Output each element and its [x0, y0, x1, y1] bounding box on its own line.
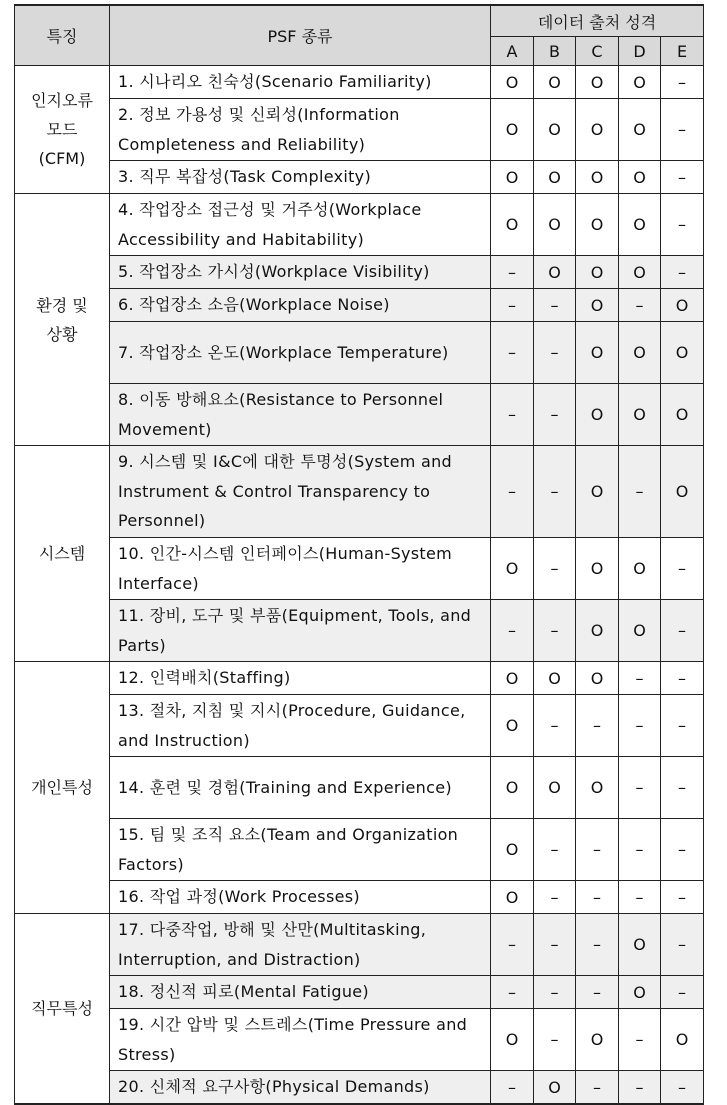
source-mark-d: O — [619, 384, 661, 446]
source-mark-d: O — [619, 322, 661, 384]
source-mark-e: – — [661, 819, 704, 881]
source-mark-e: – — [661, 256, 704, 289]
source-mark-b: – — [534, 289, 576, 322]
source-mark-e: – — [661, 976, 704, 1009]
table-row — [15, 256, 704, 289]
source-mark-a: – — [491, 1071, 534, 1105]
source-mark-e: – — [661, 662, 704, 695]
table-row — [15, 194, 704, 256]
source-mark-c: O — [576, 600, 619, 662]
source-mark-a: O — [491, 161, 534, 194]
source-mark-c: O — [576, 289, 619, 322]
table-row — [15, 384, 704, 446]
source-mark-b: – — [534, 600, 576, 662]
source-mark-d: – — [619, 289, 661, 322]
psf-cell: 17. 다중작업, 방해 및 산만(Multitasking, Interruption, and Distraction) — [110, 914, 491, 976]
source-mark-b: – — [534, 446, 576, 538]
source-mark-b: – — [534, 538, 576, 600]
source-mark-a: O — [491, 99, 534, 161]
table-row — [15, 322, 704, 384]
source-mark-a: – — [491, 976, 534, 1009]
psf-cell: 2. 정보 가용성 및 신뢰성(Information Completeness and Reliability) — [110, 99, 491, 161]
source-mark-a: O — [491, 819, 534, 881]
header-psf-type: PSF 종류 — [110, 5, 491, 66]
psf-cell: 15. 팀 및 조직 요소(Team and Organization Factors) — [110, 819, 491, 881]
source-mark-d: – — [619, 881, 661, 914]
psf-cell: 18. 정신적 피로(Mental Fatigue) — [110, 976, 491, 1009]
psf-table-container — [14, 4, 704, 1105]
source-mark-e: – — [661, 194, 704, 256]
header-source-a: A — [491, 37, 534, 66]
source-mark-b: – — [534, 695, 576, 757]
table-row — [15, 66, 704, 99]
psf-cell: 14. 훈련 및 경험(Training and Experience) — [110, 757, 491, 819]
source-mark-c: O — [576, 757, 619, 819]
source-mark-a: – — [491, 446, 534, 538]
source-mark-b: – — [534, 881, 576, 914]
header-source-b: B — [534, 37, 576, 66]
source-mark-b: O — [534, 161, 576, 194]
source-mark-a: O — [491, 194, 534, 256]
source-mark-a: – — [491, 914, 534, 976]
group-label: 직무특성 — [15, 914, 110, 1105]
source-mark-a: O — [491, 538, 534, 600]
source-mark-d: O — [619, 194, 661, 256]
source-mark-c: O — [576, 384, 619, 446]
source-mark-a: – — [491, 322, 534, 384]
group-label: 환경 및 상황 — [15, 194, 110, 446]
source-mark-c: O — [576, 256, 619, 289]
psf-cell: 7. 작업장소 온도(Workplace Temperature) — [110, 322, 491, 384]
table-row — [15, 1009, 704, 1071]
table-row — [15, 600, 704, 662]
source-mark-d: – — [619, 757, 661, 819]
source-mark-c: O — [576, 99, 619, 161]
table-header — [15, 5, 704, 66]
source-mark-a: O — [491, 757, 534, 819]
source-mark-b: – — [534, 322, 576, 384]
source-mark-d: – — [619, 819, 661, 881]
source-mark-e: – — [661, 538, 704, 600]
table-row — [15, 881, 704, 914]
source-mark-e: – — [661, 757, 704, 819]
source-mark-c: O — [576, 446, 619, 538]
table-row — [15, 99, 704, 161]
source-mark-c: O — [576, 662, 619, 695]
psf-cell: 5. 작업장소 가시성(Workplace Visibility) — [110, 256, 491, 289]
table-row — [15, 819, 704, 881]
source-mark-d: O — [619, 976, 661, 1009]
source-mark-c: O — [576, 194, 619, 256]
source-mark-a: O — [491, 662, 534, 695]
header-source-d: D — [619, 37, 661, 66]
psf-cell: 4. 작업장소 접근성 및 거주성(Workplace Accessibility and Habitability) — [110, 194, 491, 256]
source-mark-c: O — [576, 66, 619, 99]
source-mark-c: – — [576, 881, 619, 914]
psf-cell: 19. 시간 압박 및 스트레스(Time Pressure and Stress) — [110, 1009, 491, 1071]
group-label: 개인특성 — [15, 662, 110, 914]
source-mark-a: O — [491, 695, 534, 757]
source-mark-b: – — [534, 384, 576, 446]
source-mark-c: – — [576, 695, 619, 757]
psf-cell: 10. 인간-시스템 인터페이스(Human-System Interface) — [110, 538, 491, 600]
table-row — [15, 538, 704, 600]
group-label: 인지오류 모드 (CFM) — [15, 66, 110, 194]
source-mark-d: O — [619, 161, 661, 194]
source-mark-a: O — [491, 881, 534, 914]
source-mark-a: – — [491, 384, 534, 446]
psf-cell: 16. 작업 과정(Work Processes) — [110, 881, 491, 914]
source-mark-e: – — [661, 161, 704, 194]
source-mark-b: – — [534, 1009, 576, 1071]
source-mark-d: – — [619, 446, 661, 538]
source-mark-b: – — [534, 914, 576, 976]
source-mark-b: O — [534, 757, 576, 819]
header-data-source: 데이터 출처 성격 — [491, 5, 704, 37]
header-source-c: C — [576, 37, 619, 66]
source-mark-e: – — [661, 914, 704, 976]
psf-cell: 12. 인력배치(Staffing) — [110, 662, 491, 695]
table-body — [15, 66, 704, 1105]
source-mark-d: O — [619, 600, 661, 662]
source-mark-c: – — [576, 819, 619, 881]
source-mark-b: – — [534, 976, 576, 1009]
psf-cell: 9. 시스템 및 I&C에 대한 투명성(System and Instrument & Control Transparency to Personnel) — [110, 446, 491, 538]
source-mark-e: – — [661, 99, 704, 161]
source-mark-e: – — [661, 600, 704, 662]
source-mark-b: O — [534, 66, 576, 99]
source-mark-b: O — [534, 194, 576, 256]
source-mark-e: – — [661, 1071, 704, 1105]
psf-cell: 8. 이동 방해요소(Resistance to Personnel Movement) — [110, 384, 491, 446]
table-row — [15, 757, 704, 819]
table-row — [15, 446, 704, 538]
source-mark-d: O — [619, 256, 661, 289]
source-mark-c: – — [576, 914, 619, 976]
source-mark-c: O — [576, 322, 619, 384]
group-label: 시스템 — [15, 446, 110, 662]
psf-cell: 20. 신체적 요구사항(Physical Demands) — [110, 1071, 491, 1105]
source-mark-c: – — [576, 1071, 619, 1105]
source-mark-c: O — [576, 1009, 619, 1071]
source-mark-d: – — [619, 695, 661, 757]
header-source-e: E — [661, 37, 704, 66]
source-mark-e: O — [661, 322, 704, 384]
table-row — [15, 695, 704, 757]
table-row — [15, 662, 704, 695]
source-mark-c: O — [576, 538, 619, 600]
source-mark-c: – — [576, 976, 619, 1009]
source-mark-c: O — [576, 161, 619, 194]
psf-cell: 3. 직무 복잡성(Task Complexity) — [110, 161, 491, 194]
source-mark-d: – — [619, 662, 661, 695]
psf-cell: 11. 장비, 도구 및 부품(Equipment, Tools, and Parts) — [110, 600, 491, 662]
source-mark-a: – — [491, 600, 534, 662]
source-mark-e: – — [661, 66, 704, 99]
source-mark-b: O — [534, 1071, 576, 1105]
source-mark-a: O — [491, 1009, 534, 1071]
source-mark-d: O — [619, 538, 661, 600]
source-mark-b: O — [534, 662, 576, 695]
source-mark-d: O — [619, 66, 661, 99]
header-feature: 특징 — [15, 5, 110, 66]
table-row — [15, 976, 704, 1009]
psf-cell: 1. 시나리오 친숙성(Scenario Familiarity) — [110, 66, 491, 99]
psf-cell: 13. 절차, 지침 및 지시(Procedure, Guidance, and Instruction) — [110, 695, 491, 757]
source-mark-e: O — [661, 384, 704, 446]
source-mark-a: O — [491, 66, 534, 99]
source-mark-a: – — [491, 256, 534, 289]
source-mark-e: O — [661, 1009, 704, 1071]
source-mark-e: O — [661, 446, 704, 538]
source-mark-b: – — [534, 819, 576, 881]
psf-table — [14, 4, 704, 1105]
source-mark-e: O — [661, 289, 704, 322]
source-mark-e: – — [661, 695, 704, 757]
source-mark-b: O — [534, 256, 576, 289]
table-row — [15, 289, 704, 322]
source-mark-e: – — [661, 881, 704, 914]
source-mark-d: O — [619, 99, 661, 161]
source-mark-a: – — [491, 289, 534, 322]
source-mark-d: – — [619, 1071, 661, 1105]
table-row — [15, 914, 704, 976]
source-mark-d: – — [619, 1009, 661, 1071]
table-row — [15, 161, 704, 194]
source-mark-d: O — [619, 914, 661, 976]
source-mark-b: O — [534, 99, 576, 161]
psf-cell: 6. 작업장소 소음(Workplace Noise) — [110, 289, 491, 322]
